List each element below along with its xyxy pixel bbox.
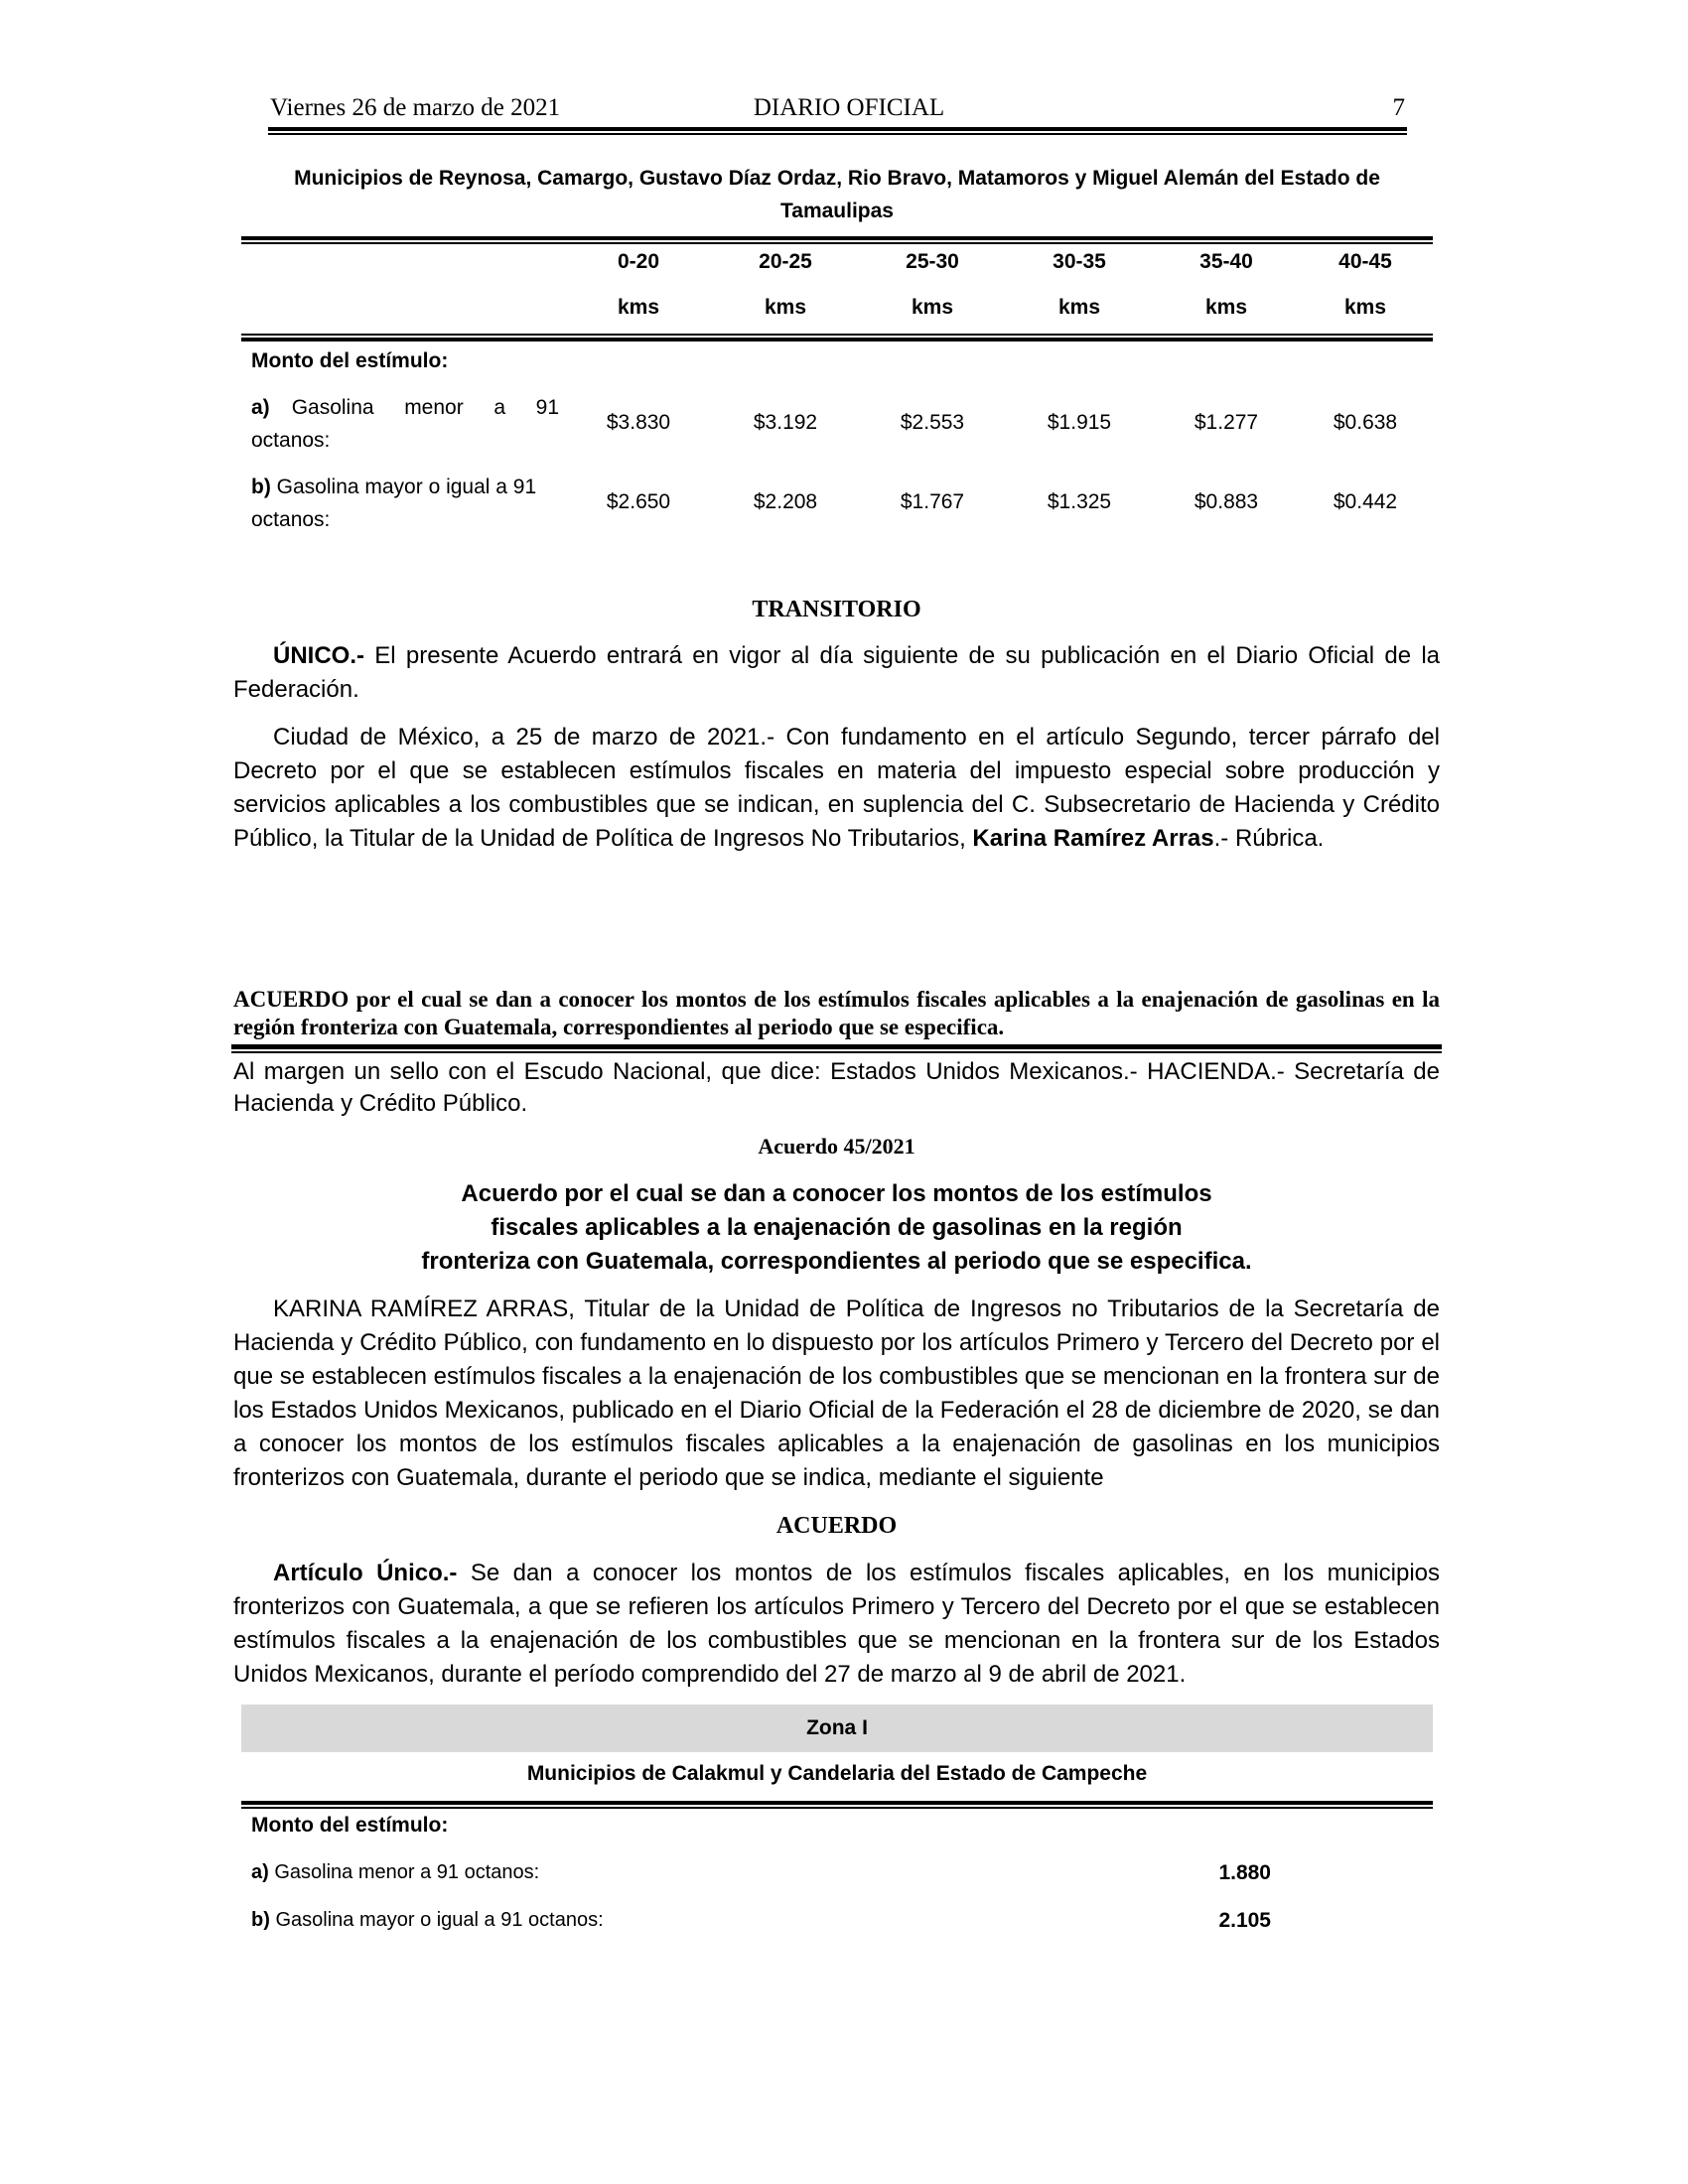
col-header-unit: kms xyxy=(1343,296,1387,319)
row-label: Gasolina mayor o igual a 91 octanos: xyxy=(269,1909,604,1931)
signature-suffix: .- Rúbrica. xyxy=(1213,825,1325,852)
margin-note: Al margen un sello con el Escudo Nacional, que dice: Estados Unidos Mexicanos.- HACIENDA.- Secretaría de Hacienda y Crédito Público. xyxy=(233,1058,1440,1117)
article-paragraph xyxy=(233,1557,1440,1692)
table2-row-label xyxy=(251,1909,604,1932)
article-text: Se dan a conocer los montos de los estímulos fiscales aplicables, en los municipios fronterizos con Guatemala, a que se refieren los artículos Primero y Tercero del Decreto por el que se establecen estímulos fiscales a la enajenación de los combustibles que se mencionan en la frontera sur de los Estados Unidos Mexicanos, durante el período comprendido del 27 de marzo al 9 de abril de 2021. xyxy=(233,1560,1441,1688)
col-header-range: 35-40 xyxy=(1199,250,1253,273)
col-header-unit: kms xyxy=(1204,296,1248,319)
header-publication: DIARIO OFICIAL xyxy=(753,94,945,121)
subtitle-line: fiscales aplicables a la enajenación de gasolinas en la región xyxy=(491,1214,1183,1241)
table1-row-label xyxy=(251,471,559,536)
table1-top-rule xyxy=(241,236,1433,244)
col-header-range: 30-35 xyxy=(1053,250,1106,273)
acuerdo-section-heading: ACUERDO xyxy=(775,1513,898,1539)
acuerdo-subtitle xyxy=(233,1177,1440,1279)
col-header-range: 40-45 xyxy=(1338,250,1392,273)
table2-title: Municipios de Calakmul y Candelaria del Estado de Campeche xyxy=(526,1762,1148,1785)
row-label-line1: Gasolina mayor o igual a 91 xyxy=(276,476,537,498)
col-header-range: 25-30 xyxy=(906,250,959,273)
zone-header: Zona I xyxy=(241,1705,1433,1752)
table-cell: $1.767 xyxy=(900,490,965,513)
header-page-number: 7 xyxy=(1392,94,1405,121)
row-prefix: a) xyxy=(251,1861,269,1883)
table1-section-label: Monto del estímulo: xyxy=(251,349,449,372)
signatory-name: Karina Ramírez Arras xyxy=(972,825,1214,852)
row-label-line2: octanos: xyxy=(251,508,331,531)
table-cell: $2.208 xyxy=(753,490,818,513)
col-header-range: 20-25 xyxy=(759,250,812,273)
subtitle-line: Acuerdo por el cual se dan a conocer los montos de los estímulos xyxy=(461,1180,1212,1207)
header-rule xyxy=(268,127,1407,135)
table-cell: $1.325 xyxy=(1047,490,1112,513)
acuerdo-title-rule xyxy=(231,1044,1442,1053)
row-prefix: a) xyxy=(251,396,270,419)
row-label-line1: Gasolina menor a 91 xyxy=(291,396,559,419)
preamble-paragraph: KARINA RAMÍREZ ARRAS, Titular de la Unidad de Política de Ingresos no Tributarios de la Secretaría de Hacienda y Crédito Público, con fundamento en lo dispuesto por los artículos Primero y Tercero del Decreto por el que se establecen estímulos fiscales a la enajenación de los combustibles que se mencionan en la frontera sur de los Estados Unidos Mexicanos, publicado en el Diario Oficial de la Federación el 28 de diciembre de 2020, se dan a conocer los montos de los estímulos fiscales aplicables a la enajenación de gasolinas en los municipios fronterizos con Guatemala, durante el periodo que se indica, mediante el siguiente xyxy=(233,1296,1440,1491)
table-cell: $2.553 xyxy=(900,411,965,434)
table1-title: Municipios de Reynosa, Camargo, Gustavo Díaz Ordaz, Rio Bravo, Matamoros y Miguel Alemán del Estado de Tamaulipas xyxy=(294,167,1380,222)
table2-row-label xyxy=(251,1861,539,1884)
header-date: Viernes 26 de marzo de 2021 xyxy=(270,94,561,121)
closing-text: Ciudad de México, a 25 de marzo de 2021.- Con fundamento en el artículo Segundo, tercer párrafo del Decreto por el que se establecen estímulos fiscales en materia del impuesto especial sobre producción y servicios aplicables a los combustibles que se indican, en suplencia del C. Subsecretario de Hacienda y Crédito Público, la Titular de la Unidad de Política de Ingresos No Tributarios, xyxy=(233,724,1440,852)
table-cell: $0.638 xyxy=(1333,411,1398,434)
subtitle-line: fronteriza con Guatemala, correspondientes al periodo que se especifica. xyxy=(421,1248,1252,1275)
table-cell: $1.277 xyxy=(1194,411,1259,434)
acuerdo-number: Acuerdo 45/2021 xyxy=(758,1134,915,1159)
col-header-range: 0-20 xyxy=(617,250,660,273)
closing-paragraph xyxy=(233,721,1440,856)
col-header-unit: kms xyxy=(911,296,954,319)
row-label: Gasolina menor a 91 octanos: xyxy=(268,1861,540,1883)
acuerdo-title: ACUERDO por el cual se dan a conocer los montos de los estímulos fiscales aplicables a la enajenación de gasolinas en la región fronteriza con Guatemala, correspondientes al periodo que se especifica. xyxy=(233,987,1440,1039)
table-cell: $0.442 xyxy=(1333,490,1398,513)
unico-label: ÚNICO.- xyxy=(273,642,364,669)
table-cell: 2.105 xyxy=(1218,1909,1271,1932)
table-cell: 1.880 xyxy=(1218,1861,1271,1884)
table2-section-label: Monto del estímulo: xyxy=(251,1814,449,1837)
unico-text: El presente Acuerdo entrará en vigor al día siguiente de su publicación en el Diario Oficial de la Federación. xyxy=(233,642,1440,703)
article-label: Artículo Único.- xyxy=(273,1560,458,1586)
col-header-unit: kms xyxy=(764,296,807,319)
row-label-line2: octanos: xyxy=(251,429,331,452)
table-cell: $1.915 xyxy=(1047,411,1112,434)
row-prefix: b) xyxy=(251,1909,270,1931)
table-cell: $0.883 xyxy=(1194,490,1259,513)
col-header-unit: kms xyxy=(1057,296,1101,319)
row-prefix: b) xyxy=(251,476,271,498)
col-header-unit: kms xyxy=(617,296,660,319)
unico-paragraph xyxy=(233,639,1440,707)
table2-top-rule xyxy=(241,1801,1433,1809)
table-cell: $3.830 xyxy=(606,411,671,434)
transitorio-heading: TRANSITORIO xyxy=(752,597,921,622)
table-cell: $3.192 xyxy=(753,411,818,434)
table1-header-rule xyxy=(241,334,1433,341)
table1-row-label xyxy=(251,391,559,457)
table-cell: $2.650 xyxy=(606,490,671,513)
